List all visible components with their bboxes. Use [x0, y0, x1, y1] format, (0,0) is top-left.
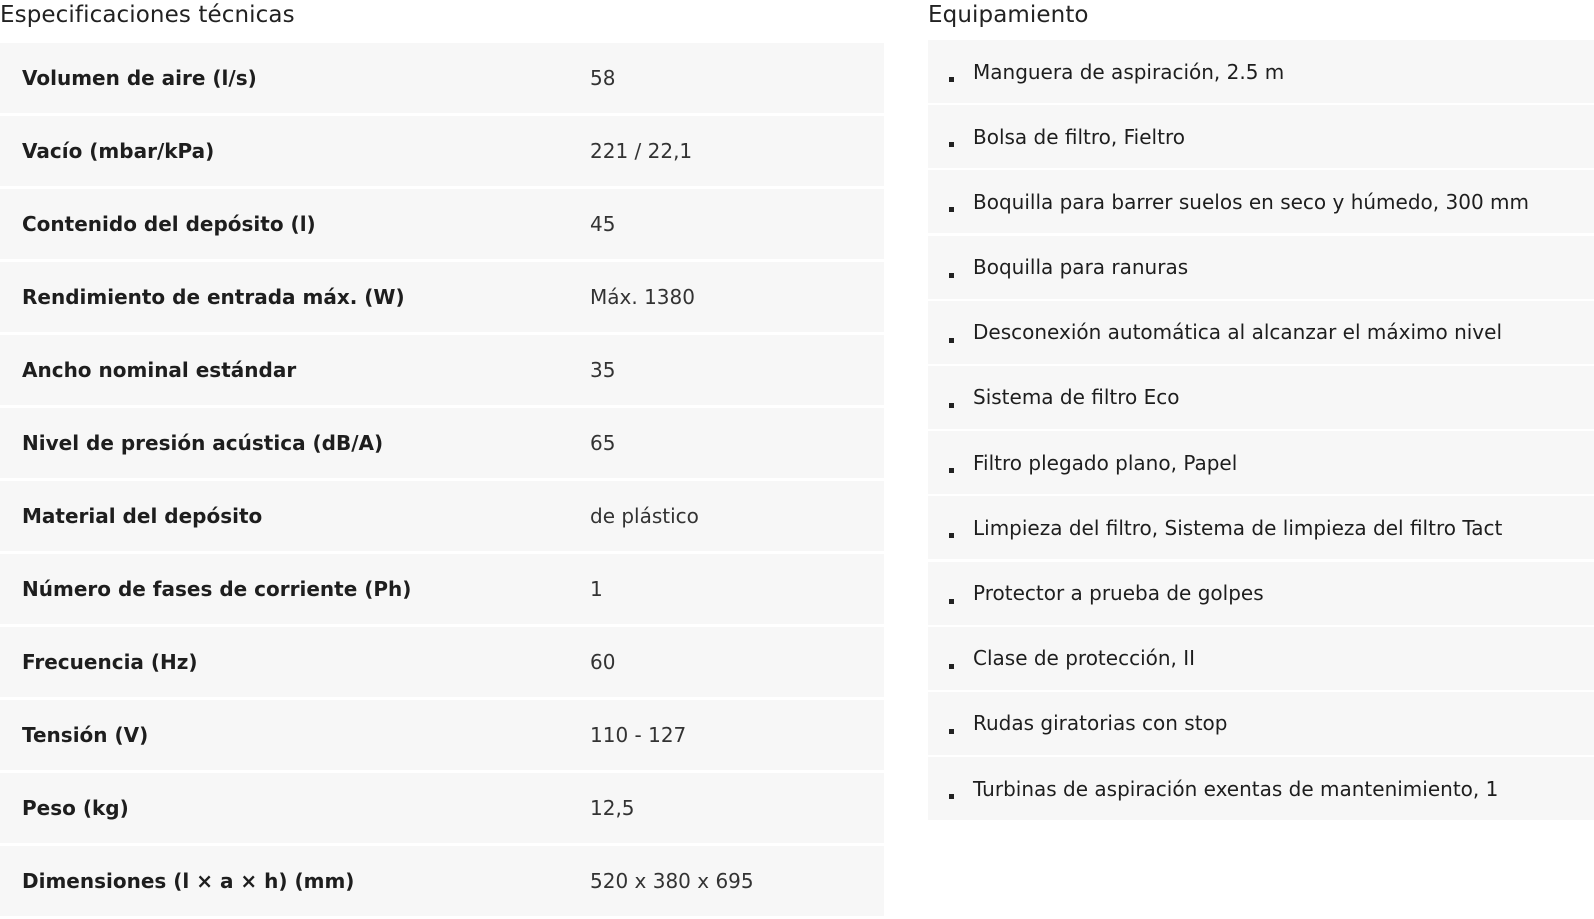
list-item [928, 627, 1594, 690]
bullet-icon [949, 468, 954, 473]
table-row [0, 846, 884, 916]
spec-label: Dimensiones (l × a × h) (mm) [0, 846, 590, 916]
bullet-icon [949, 664, 954, 669]
spec-label: Nivel de presión acústica (dB/A) [0, 408, 590, 478]
spec-label: Material del depósito [0, 481, 590, 551]
equipment-item-text: Turbinas de aspiración exentas de mantenimiento, 1 [973, 776, 1499, 801]
list-item [928, 431, 1594, 494]
spec-value: 35 [590, 335, 884, 405]
spec-value: 12,5 [590, 773, 884, 843]
table-row [0, 408, 884, 478]
spec-label: Frecuencia (Hz) [0, 627, 590, 697]
equipment-item-text: Desconexión automática al alcanzar el máximo nivel [973, 320, 1503, 345]
equipment-item-text: Limpieza del filtro, Sistema de limpieza del filtro Tact [973, 515, 1503, 540]
bullet-icon [949, 142, 954, 147]
list-item [928, 366, 1594, 429]
spec-value: 1 [590, 554, 884, 624]
equipment-item-text: Protector a prueba de golpes [973, 581, 1264, 605]
bullet-icon [949, 794, 954, 799]
table-row [0, 554, 884, 624]
spec-value: de plástico [590, 481, 884, 551]
bullet-icon [949, 599, 954, 604]
list-item [928, 301, 1594, 364]
spec-value: 221 / 22,1 [590, 116, 884, 186]
spec-label: Peso (kg) [0, 773, 590, 843]
equipment-list [928, 40, 1594, 822]
bullet-icon [949, 533, 954, 538]
table-row [0, 43, 884, 113]
table-row [0, 189, 884, 259]
list-item [928, 757, 1594, 820]
spec-value: 60 [590, 627, 884, 697]
equipment-item-text: Clase de protección, II [973, 646, 1196, 671]
equipment-item-text: Sistema de filtro Eco [973, 385, 1180, 410]
spec-label: Contenido del depósito (l) [0, 189, 590, 259]
bullet-icon [949, 273, 954, 278]
spec-value: 45 [590, 189, 884, 259]
spec-value: 58 [590, 43, 884, 113]
bullet-icon [949, 338, 954, 343]
spec-value: 65 [590, 408, 884, 478]
list-item [928, 40, 1594, 103]
table-row [0, 481, 884, 551]
table-row [0, 627, 884, 697]
table-row [0, 116, 884, 186]
bullet-icon [949, 729, 954, 734]
spec-value: 520 x 380 x 695 [590, 846, 884, 916]
equipment-item-text: Bolsa de filtro, Fieltro [973, 124, 1185, 149]
table-row [0, 262, 884, 332]
table-row [0, 773, 884, 843]
bullet-icon [949, 403, 954, 408]
spec-label: Tensión (V) [0, 700, 590, 770]
equipment-item-text: Boquilla para ranuras [973, 255, 1189, 280]
specs-table [0, 40, 884, 919]
list-item [928, 562, 1594, 625]
equipment-item-text: Manguera de aspiración, 2.5 m [973, 59, 1285, 84]
list-item [928, 496, 1594, 559]
bullet-icon [949, 207, 954, 212]
list-item [928, 170, 1594, 233]
list-item [928, 692, 1594, 755]
equipment-item-text: Filtro plegado plano, Papel [973, 450, 1238, 475]
equipment-item-text: Rudas giratorias con stop [973, 711, 1228, 736]
spec-value: Máx. 1380 [590, 262, 884, 332]
specs-title: Especificaciones técnicas [0, 2, 295, 28]
table-row [0, 335, 884, 405]
bullet-icon [949, 77, 954, 82]
list-item [928, 236, 1594, 299]
equipment-item-text: Boquilla para barrer suelos en seco y húmedo, 300 mm [973, 189, 1529, 214]
spec-value: 110 - 127 [590, 700, 884, 770]
spec-label: Vacío (mbar/kPa) [0, 116, 590, 186]
spec-label: Volumen de aire (l/s) [0, 43, 590, 113]
spec-label: Rendimiento de entrada máx. (W) [0, 262, 590, 332]
spec-label: Número de fases de corriente (Ph) [0, 554, 590, 624]
equipment-title: Equipamiento [928, 2, 1089, 28]
list-item [928, 105, 1594, 168]
table-row [0, 700, 884, 770]
spec-label: Ancho nominal estándar [0, 335, 590, 405]
